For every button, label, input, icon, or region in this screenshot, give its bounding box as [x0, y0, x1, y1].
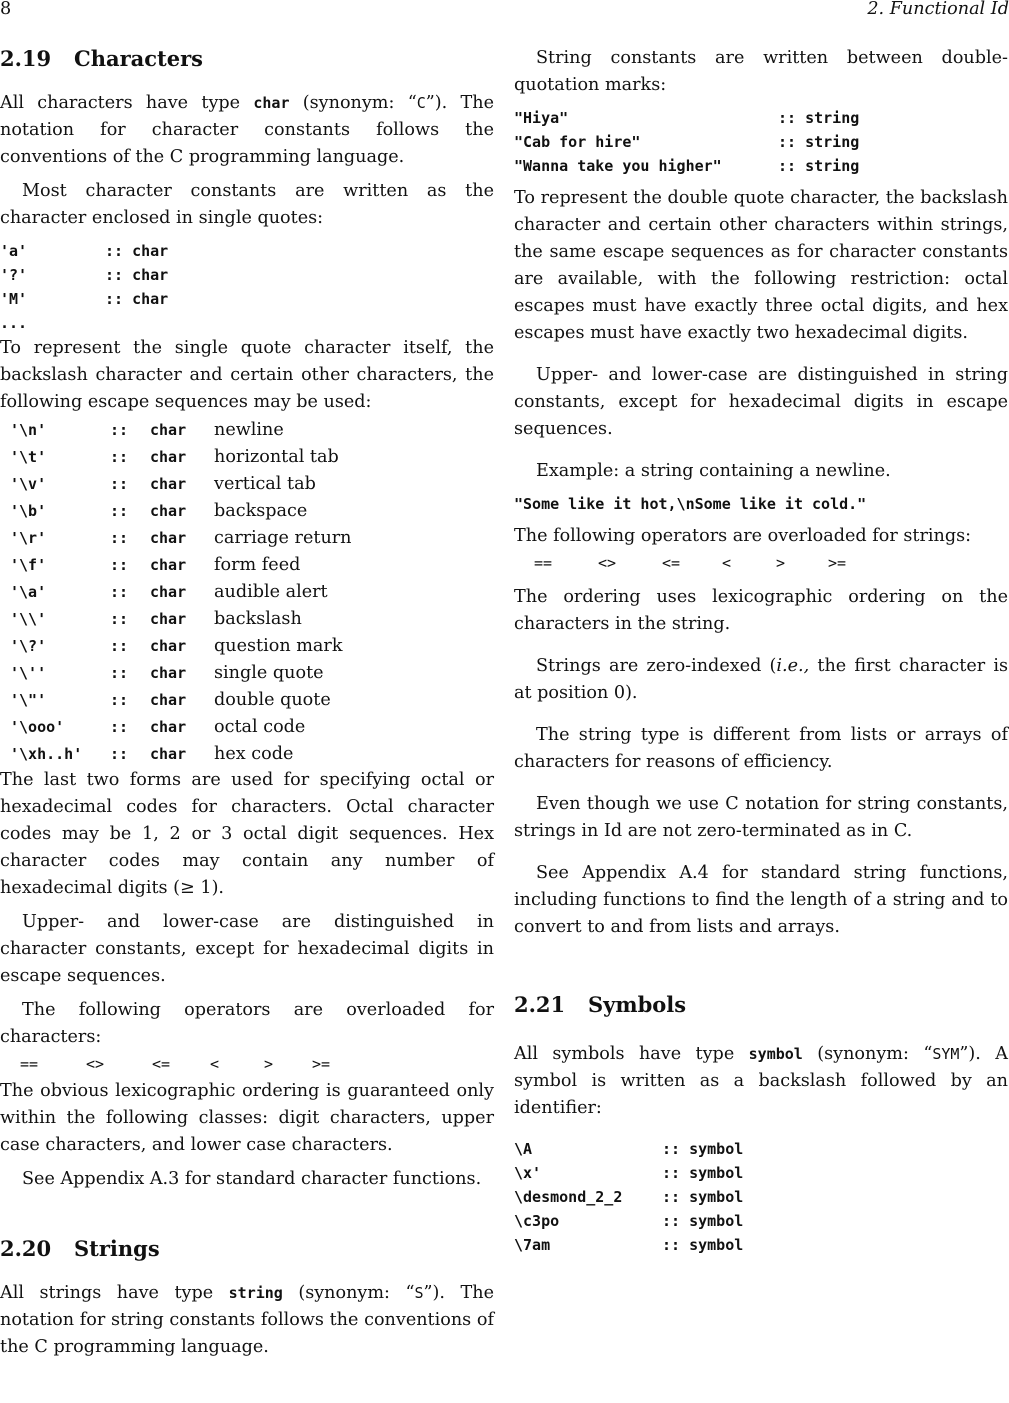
type-name: char [150, 663, 187, 682]
escape-row [0, 497, 494, 524]
paragraph: To represent the single quote character itself, the backslash character and certain other characters, the following escape sequences may be used: [0, 338, 494, 412]
escape-row [0, 470, 494, 497]
escape-sequence: '\?' [10, 636, 47, 655]
escape-row [0, 443, 494, 470]
paragraph: See Appendix A.4 for standard string functions, including functions to find the length of a string and to convert to and from lists and arrays. [514, 863, 1008, 937]
paragraph: The last two forms are used for specifying octal or hexadecimal codes for characters. Octal character codes may be 1, 2 or 3 octal digit sequences. Hex character codes may contain any number of hexadecimal digits (≥ 1). [0, 770, 494, 898]
type-name: char [253, 94, 290, 112]
paragraph: String constants are written between double-quotation marks: [514, 48, 1008, 95]
escape-description: backslash [214, 608, 302, 629]
code-example-symbols [514, 1137, 1008, 1257]
chapter-title: 2. Functional Id [867, 0, 1009, 19]
escape-row [0, 686, 494, 713]
escape-description: question mark [214, 635, 343, 656]
paragraph: To represent the double quote character, the backslash character and certain other characters within strings, the same escape sequences as for character constants are available, with the following restriction: octal escapes must have exactly three octal digits, and hex escapes must have exactly two hexadecimal digits. [514, 188, 1008, 343]
type-separator: :: [110, 609, 129, 628]
paragraph: The obvious lexicographic ordering is guaranteed only within the following classes: digit characters, upper case characters, and lower case characters. [0, 1081, 494, 1155]
escape-sequence: '\'' [10, 663, 47, 682]
escape-description: vertical tab [214, 473, 316, 494]
type-name: char [150, 555, 187, 574]
type-name: char [150, 609, 187, 628]
code-example-chars [0, 239, 494, 335]
paragraph: All characters have type char (synonym: “C”). The notation for character constants follows the conventions of the C programming language. [0, 93, 494, 167]
right-column [514, 45, 1008, 1257]
escape-sequence: '\a' [10, 582, 47, 601]
left-column [0, 43, 494, 1361]
escape-row [0, 740, 494, 767]
escape-description: horizontal tab [214, 446, 339, 467]
type-name: char [150, 636, 187, 655]
escape-row [0, 524, 494, 551]
type-name: char [150, 582, 187, 601]
section-heading-strings: 2.20 Strings [0, 1236, 160, 1261]
escape-sequence: '\v' [10, 474, 47, 493]
code-line: "Cab for hire" :: string [514, 133, 860, 151]
section-heading-symbols: 2.21 Symbols [514, 992, 687, 1017]
escape-description: single quote [214, 662, 324, 683]
type-separator: :: [110, 474, 129, 493]
type-name: string [228, 1284, 283, 1302]
escape-row [0, 551, 494, 578]
paragraph: Even though we use C notation for string constants, strings in Id are not zero-terminated as in C. [514, 794, 1008, 841]
code-line: \c3po :: symbol [514, 1212, 744, 1230]
type-separator: :: [110, 582, 129, 601]
paragraph: Upper- and lower-case are distinguished in string constants, except for hexadecimal digits in escape sequences. [514, 365, 1008, 439]
code-line: "Wanna take you higher" :: string [514, 157, 860, 175]
code-line: 'a' :: char [0, 242, 169, 260]
escape-row [0, 632, 494, 659]
paragraph: Most character constants are written as the character enclosed in single quotes: [0, 181, 494, 228]
escape-description: newline [214, 419, 284, 440]
type-separator: :: [110, 636, 129, 655]
type-name: char [150, 474, 187, 493]
escape-description: octal code [214, 716, 306, 737]
escape-row [0, 659, 494, 686]
escape-description: audible alert [214, 581, 328, 602]
code-line: "Hiya" :: string [514, 109, 860, 127]
paragraph: The following operators are overloaded for characters: [0, 1000, 494, 1047]
type-name: char [150, 528, 187, 547]
escape-sequence: '\"' [10, 690, 47, 709]
code-example-newline [514, 492, 1008, 516]
paragraph: The string type is different from lists or arrays of characters for reasons of efficiency. [514, 725, 1008, 772]
code-line: \x' :: symbol [514, 1164, 744, 1182]
type-name: char [150, 501, 187, 520]
escape-description: backspace [214, 500, 308, 521]
code-line: 'M' :: char [0, 290, 169, 308]
escape-sequence: '\r' [10, 528, 47, 547]
paragraph: Strings are zero-indexed (i.e., the first character is at position 0). [514, 656, 1009, 703]
code-example-strings [514, 106, 1008, 178]
section-heading-characters: 2.19 Characters [0, 46, 203, 71]
paragraph: Example: a string containing a newline. [536, 461, 891, 481]
type-separator: :: [110, 501, 129, 520]
escape-description: form feed [214, 554, 301, 575]
type-name: char [150, 447, 187, 466]
code-line: \7am :: symbol [514, 1236, 744, 1254]
type-name: char [150, 420, 187, 439]
operator-list: == <> <= < > >= [20, 1055, 331, 1073]
escape-description: double quote [214, 689, 331, 710]
escape-row [0, 416, 494, 443]
type-name: char [150, 717, 187, 736]
code-line: "Some like it hot,\nSome like it cold." [514, 495, 867, 513]
type-separator: :: [110, 663, 129, 682]
escape-sequence: '\xh..h' [10, 744, 83, 763]
escape-sequence: '\n' [10, 420, 47, 439]
code-line: \desmond_2_2 :: symbol [514, 1188, 744, 1206]
paragraph: The ordering uses lexicographic ordering on the characters in the string. [514, 587, 1008, 634]
escape-row [0, 578, 494, 605]
escape-sequence: '\ooo' [10, 717, 65, 736]
escape-sequence: '\\' [10, 609, 47, 628]
operator-list: == <> <= < > >= [534, 554, 847, 572]
escape-sequence: '\t' [10, 447, 47, 466]
type-separator: :: [110, 744, 129, 763]
type-name: char [150, 690, 187, 709]
type-separator: :: [110, 447, 129, 466]
code-line: \A :: symbol [514, 1140, 744, 1158]
paragraph: All strings have type string (synonym: “S”). The notation for string constants follows the conventions of the C programming language. [0, 1283, 494, 1357]
type-separator: :: [110, 420, 129, 439]
type-separator: :: [110, 555, 129, 574]
type-separator: :: [110, 717, 129, 736]
escape-sequence: '\f' [10, 555, 47, 574]
escape-description: carriage return [214, 527, 352, 548]
type-separator: :: [110, 528, 129, 547]
code-line: '?' :: char [0, 266, 169, 284]
page-number: 8 [0, 0, 12, 19]
type-name: symbol [748, 1045, 803, 1063]
escape-row [0, 713, 494, 740]
paragraph: All symbols have type symbol (synonym: “SYM”). A symbol is written as a backslash followed by an identifier: [514, 1044, 1008, 1118]
running-header [0, 0, 1009, 23]
type-separator: :: [110, 690, 129, 709]
code-ellipsis: ... [0, 314, 28, 332]
type-name: char [150, 744, 187, 763]
escape-row [0, 605, 494, 632]
escape-sequence-table [0, 416, 494, 767]
paragraph: Upper- and lower-case are distinguished in character constants, except for hexadecimal digits in escape sequences. [0, 912, 494, 986]
escape-sequence: '\b' [10, 501, 47, 520]
paragraph: The following operators are overloaded for strings: [514, 526, 972, 546]
paragraph: See Appendix A.3 for standard character functions. [22, 1169, 482, 1189]
escape-description: hex code [214, 743, 294, 764]
